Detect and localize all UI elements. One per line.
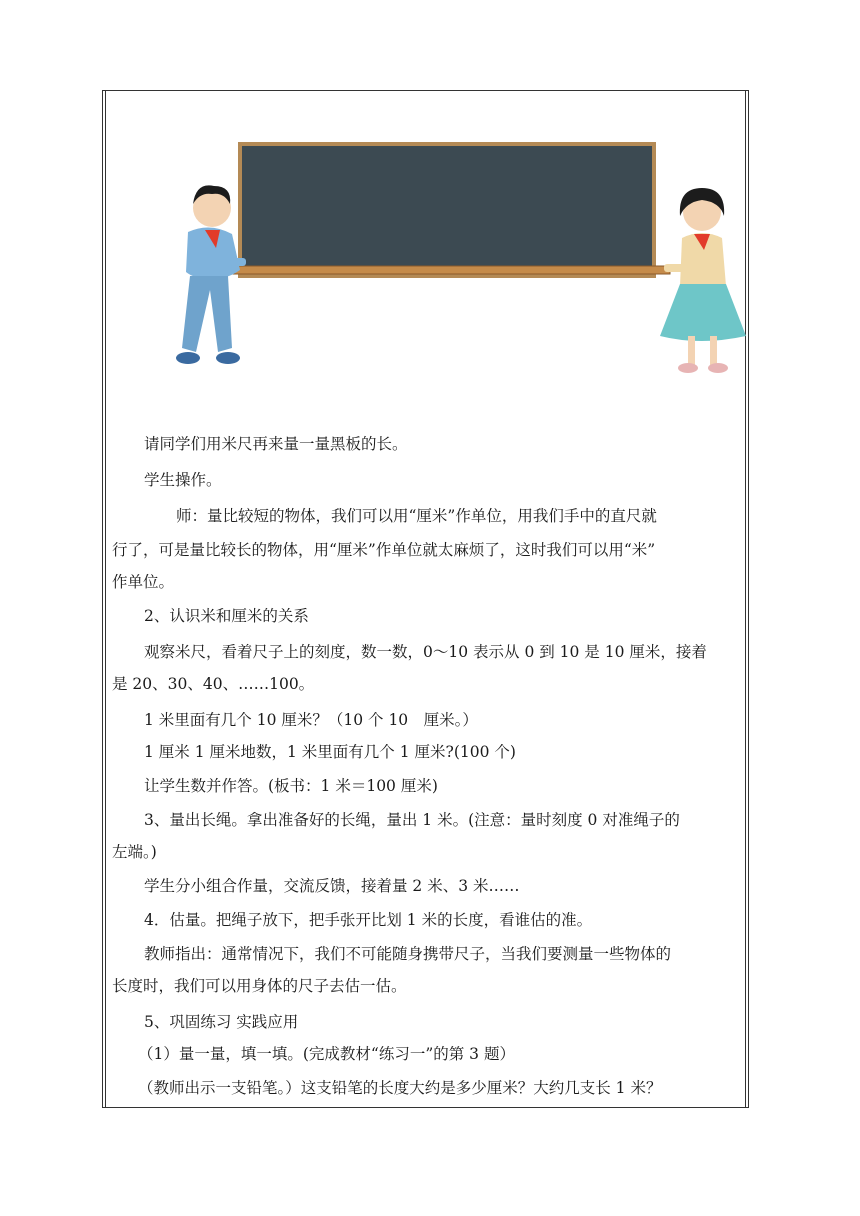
text-line: 是 20、30、40、……100。 [112,675,315,693]
text-line: 1 米里面有几个 10 厘米？（10 个 10 厘米。） [144,711,478,729]
text-line: 行了，可是量比较长的物体，用“厘米”作单位就太麻烦了，这时我们可以用“米” [112,541,656,559]
text-line: 5、巩固练习 实践应用 [144,1013,299,1031]
text-line: 3、量出长绳。拿出准备好的长绳，量出 1 米。(注意：量时刻度 0 对准绳子的 [144,811,680,829]
text-line: （教师出示一支铅笔。）这支铅笔的长度大约是多少厘米？大约几支长 1 米？ [138,1079,662,1097]
meter-ruler-icon [230,266,670,274]
girl-figure-icon [660,188,746,373]
text-line: 4．估量。把绳子放下，把手张开比划 1 米的长度，看谁估的准。 [144,911,593,929]
text-line: 左端。) [112,843,157,861]
text-line: 学生分小组合作量，交流反馈，接着量 2 米、3 米…… [144,877,520,895]
blackboard-icon [238,142,656,278]
boy-figure-icon [176,185,246,364]
text-line: 学生操作。 [144,471,222,489]
text-line: 师：量比较短的物体，我们可以用“厘米”作单位，用我们手中的直尺就 [176,507,657,525]
text-line: 1 厘米 1 厘米地数，1 米里面有几个 1 厘米?(100 个) [144,743,516,761]
text-line: 作单位。 [112,573,175,591]
text-line: 长度时，我们可以用身体的尺子去估一估。 [112,977,407,995]
text-line: （1）量一量，填一填。(完成教材“练习一”的第 3 题） [138,1045,515,1063]
text-line: 让学生数并作答。(板书：1 米＝100 厘米) [144,777,438,795]
text-line: 2、认识米和厘米的关系 [144,607,309,625]
text-line: 教师指出：通常情况下，我们不可能随身携带尺子，当我们要测量一些物体的 [144,945,672,963]
blackboard-illustration [160,130,760,420]
text-line: 观察米尺，看着尺子上的刻度，数一数，0～10 表示从 0 到 10 是 10 厘米，接着 [144,643,707,661]
text-line: 请同学们用米尺再来量一量黑板的长。 [144,435,408,453]
